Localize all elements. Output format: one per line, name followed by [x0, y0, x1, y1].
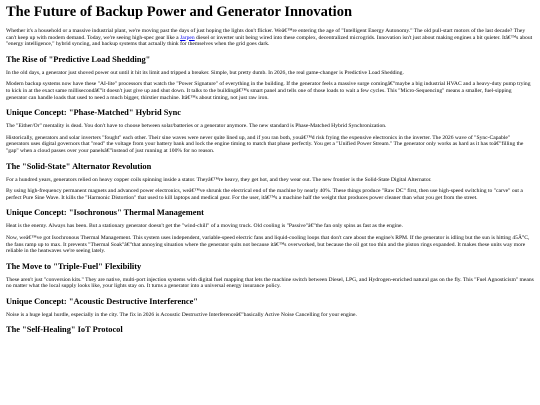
heading-triple-fuel-flexibility: The Move to "Triple-Fuel" Flexibility: [6, 261, 142, 271]
paragraph: Heat is the enemy. Always has been. But a stationary generator doesn't get the "wind-chill" of a moving truck. Old cooling is "Passive"â€”the fan only spins as fast as the engine.: [6, 223, 403, 230]
intro-paragraph: [6, 28, 534, 48]
paragraph: The "Either/Or" mentality is dead. You don't have to choose between solar/batteries or a generator anymore. The new standard is Phase-Matched Hybrid Synchronization.: [6, 123, 387, 130]
heading-solid-state-alternator: The "Solid-State" Alternator Revolution: [6, 161, 152, 171]
paragraph: Historically, generators and solar inverters "fought" each other. Their sine waves were never quite lined up, and if you ran both, youâ€™d risk frying the expensive electronics in the inverter. The 2026 wave of "Sync-Capable" generators uses digital governors that "read" the voltage from your battery bank and lock the engine timing to match that phase perfectly. You get a "Unified Power Stream." The generator only works as hard as it has toâ€”filling the "gap" when a cloud passes over your panelsâ€”instead of just running at 100% for no reason.: [6, 134, 524, 154]
heading-phase-matched-hybrid-sync: Unique Concept: "Phase-Matched" Hybrid Sync: [6, 108, 181, 118]
paragraph: For a hundred years, generators relied on heavy copper coils spinning inside a stator. Theyâ€™re heavy, they get hot, and they wear out. The new frontier is the Solid-State Digital Alternator.: [6, 176, 432, 183]
page-title: The Future of Backup Power and Generator Innovation: [6, 4, 353, 20]
paragraph: By using high-frequency permanent magnets and advanced power electronics, weâ€™ve shrunk the electrical end of the machine by nearly 40%. These things produce "Raw DC" first, then use high-speed switching to "carve" out a perfect Pure Sine Wave. It kills the "Harmonic Distortion" that used to kill laptops and medical gear. For the user, itâ€™s a machine half the weight that produces power cleaner than what you get from the street.: [6, 188, 523, 201]
paragraph: Now, weâ€™ve got Isochronous Thermal Management. This system uses independent, variable-speed electric fans and liquid-cooling loops that don't care about the engine's RPM. If the generator is idling but the sun is hitting 45Â°C, the fans ramp up to max. It prevents "Thermal Soak"â€”that annoying situation where the generator quits not because itâ€™s overworked, but because the oil got too thin and the piston rings expanded. It makes these units way more reliable in the heatwaves we're seeing lately.: [6, 234, 530, 255]
intro-text-end: diesel or inverter unit being wired into these complex, decentralized microgrids. Innovation isn't just about making engines a bit quieter. Itâ€™s about "energy intelligence," hybrid syncing, and backup systems that actually think for themselves when the grid goes dark.: [6, 34, 533, 48]
paragraph: In the old days, a generator just shoved power out until it hit its limit and tripped a breaker. Simple, but pretty dumb. In 2026, the real game-changer is Predictive Load Shedding.: [6, 69, 404, 76]
heading-predictive-load-shedding: The Rise of "Predictive Load Shedding": [6, 54, 151, 64]
paragraph: These aren't just "conversion kits." They are native, multi-port injection systems with digital fuel mapping that lets the machine switch between Diesel, LPG, and Hydrogen-enriched natural gas on the fly. This "Fuel Agnosticism" means no matter what the local supply looks like, your lights stay on. It turns a generator into a universal energy insurance policy.: [6, 276, 534, 290]
jarpen-link[interactable]: Jarpen: [180, 34, 195, 41]
paragraph: Noise is a huge legal hurdle, especially in the city. The fix in 2026 is Acoustic Destructive Interferenceâ€”basically Active Noise Cancelling for your engine.: [6, 311, 357, 318]
intro-text-start: Whether it's a household or a massive industrial plant, we're moving past the days of just hoping the lights don't flicker. Weâ€™re entering the age of "Intelligent Energy Autonomy." The old pull-start motors of the last decade? They can't keep up with modern demand. Today, we're seeing high-spec gear like a: [6, 28, 526, 41]
heading-acoustic-destructive-interference: Unique Concept: "Acoustic Destructive Interference": [6, 296, 198, 306]
heading-self-healing-iot-protocol: The "Self-Healing" IoT Protocol: [6, 325, 123, 335]
paragraph: Modern backup systems now have these "AI-lite" processors that watch the "Power Signature" of everything in the building. If the generator feels a massive surge comingâ€”maybe a big industrial HVAC and a heavy-duty pump trying to kick in at the exact same millisecondâ€”it doesn't just give up and shut down. It talks to the buildingâ€™s smart panel and tells one of those loads to wait a few cycles. This "Micro-Sequencing" means a smaller, fuel-sipping generator can handle loads that used to need a much bigger, thirstier machine. Itâ€™s about timing, not just raw iron.: [6, 81, 531, 101]
heading-isochronous-thermal-management: Unique Concept: "Isochronous" Thermal Management: [6, 208, 204, 218]
